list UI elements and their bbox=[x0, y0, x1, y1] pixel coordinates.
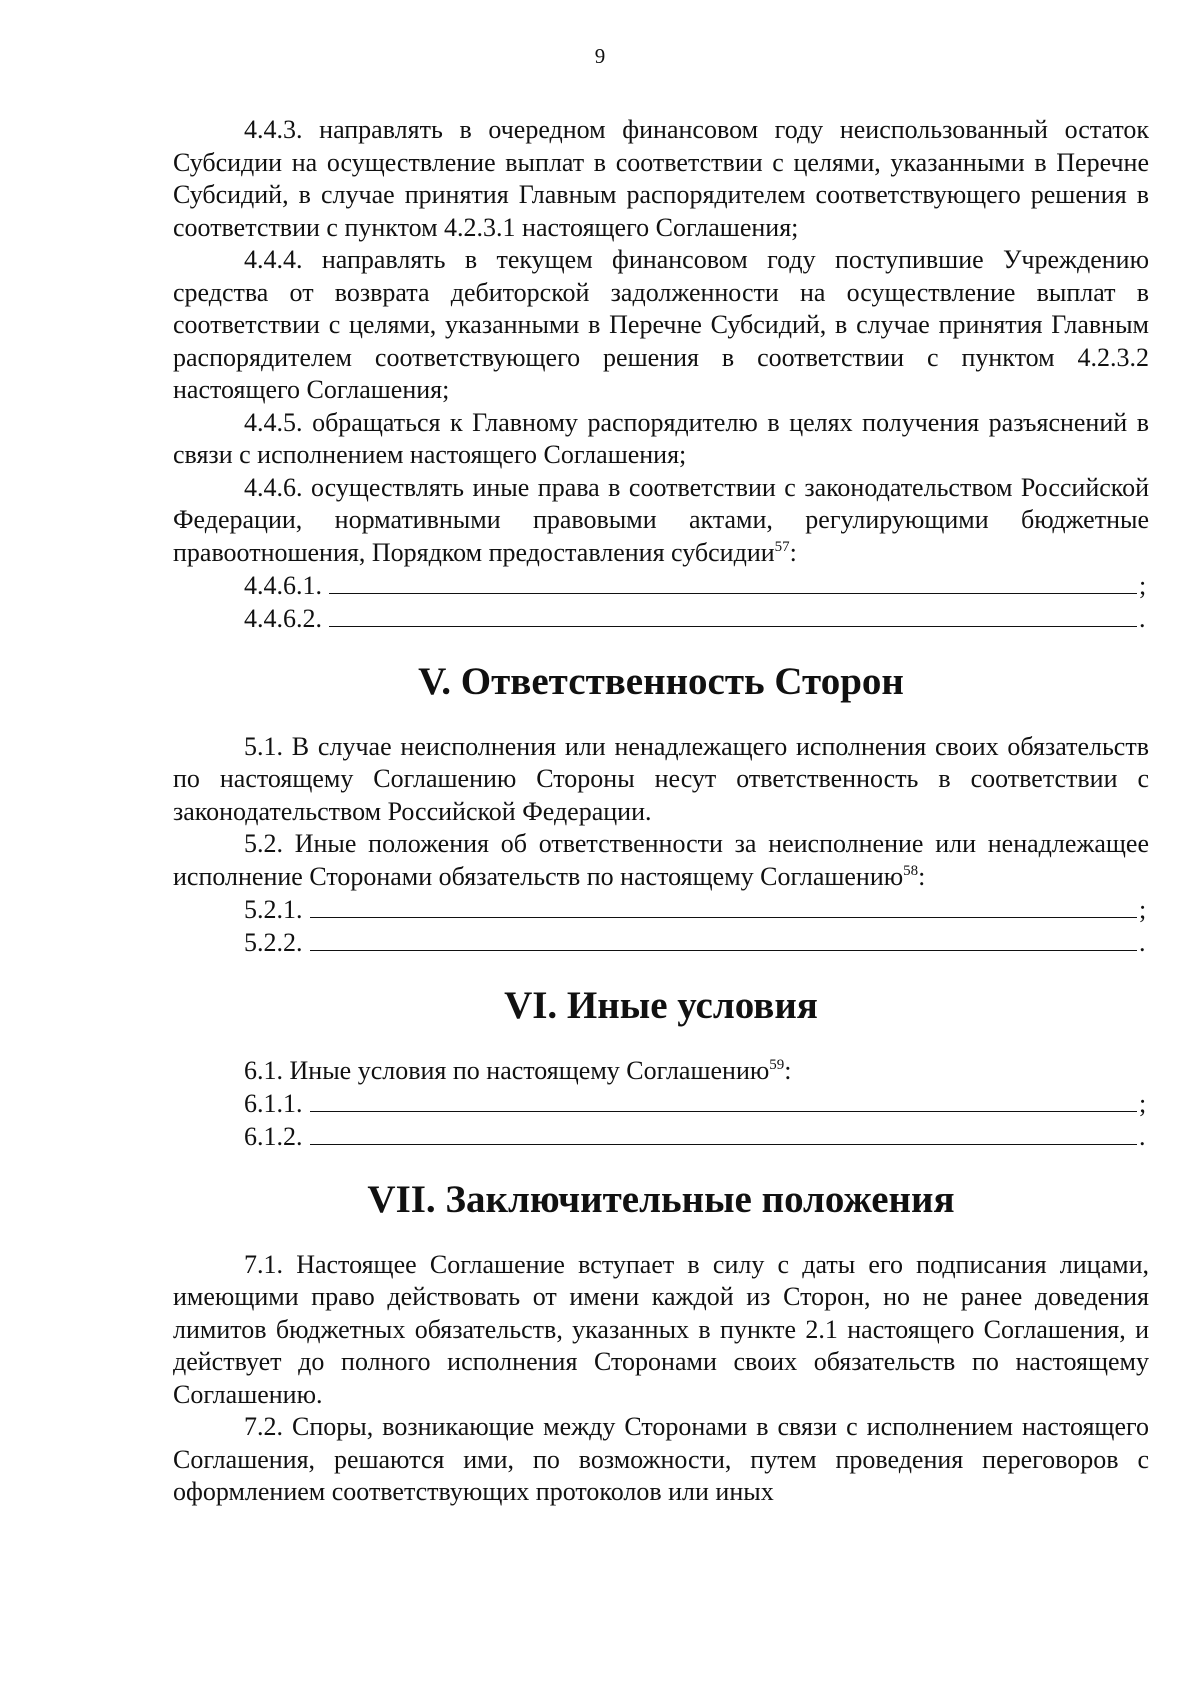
blank-line-end: ; bbox=[1139, 571, 1147, 600]
blank-underline bbox=[329, 602, 1137, 627]
clause-text: Споры, возникающие между Сторонами в связи с исполнением настоящего Соглашения, решаются ими, по возможности, путем проведения переговоров с оформлением соответствующих протоколов или иных bbox=[173, 1412, 1150, 1506]
footnote-ref-59[interactable]: 59 bbox=[769, 1056, 785, 1073]
blank-line-number: 5.2.1. bbox=[244, 895, 303, 924]
clause-number: 4.4.5. bbox=[244, 407, 303, 437]
section-7-heading: VII. Заключительные положения bbox=[367, 1178, 955, 1221]
blank-line-4-4-6-2 bbox=[173, 602, 1149, 635]
clause-tail: : bbox=[918, 861, 926, 891]
blank-underline bbox=[310, 1087, 1138, 1112]
blank-line-end: . bbox=[1139, 927, 1146, 957]
blank-underline bbox=[310, 926, 1138, 951]
footnote-ref-58[interactable]: 58 bbox=[903, 862, 919, 879]
blank-line-number: 5.2.2. bbox=[244, 927, 303, 957]
clause-number: 5.1. bbox=[244, 731, 283, 761]
blank-underline bbox=[310, 893, 1138, 918]
blank-line-6-1-2 bbox=[173, 1120, 1149, 1153]
blank-line-4-4-6-1 bbox=[173, 569, 1149, 602]
blank-line-5-2-2 bbox=[173, 926, 1149, 959]
clause-text: Настоящее Соглашение вступает в силу с даты его подписания лицами, имеющими право действовать от имени каждой из Сторон, но не ранее доведения лимитов бюджетных обязательств, указанных в пункте 2.1 настоящего Соглашения, и действует до полного исполнения Сторонами своих обязательств по настоящему Соглашению. bbox=[173, 1249, 1149, 1409]
clause-number: 6.1. bbox=[244, 1055, 283, 1085]
blank-underline bbox=[310, 1120, 1138, 1145]
clause-5-1 bbox=[173, 731, 1149, 829]
clause-number: 4.4.3. bbox=[244, 115, 303, 144]
blank-line-6-1-1 bbox=[173, 1087, 1149, 1120]
clause-text: осуществлять иные права в соответствии с законодательством Российской Федерации, нормативными правовыми актами, регулирующими бюджетные правоотношения, Порядком предоставления субсидии bbox=[173, 472, 1149, 567]
blank-line-end: ; bbox=[1139, 1089, 1147, 1118]
footnote-ref-57[interactable]: 57 bbox=[774, 538, 790, 555]
clause-number: 4.4.6. bbox=[244, 472, 303, 502]
blank-line-end: ; bbox=[1139, 895, 1147, 924]
blank-line-end: . bbox=[1139, 603, 1146, 633]
blank-line-number: 4.4.6.2. bbox=[244, 603, 322, 633]
page-number: 9 bbox=[594, 44, 606, 68]
clause-tail: : bbox=[789, 537, 797, 567]
clause-number: 7.1. bbox=[244, 1249, 283, 1279]
blank-line-number: 4.4.6.1. bbox=[244, 571, 322, 600]
blank-line-end: . bbox=[1139, 1121, 1146, 1151]
clause-4-4-3 bbox=[173, 114, 1149, 244]
clause-number: 5.2. bbox=[244, 829, 283, 858]
clause-text: В случае неисполнения или ненадлежащего исполнения своих обязательств по настоящему Соглашению Стороны несут ответственность в соответствии с законодательством Российской Федерации. bbox=[173, 731, 1149, 826]
blank-line-number: 6.1.2. bbox=[244, 1121, 303, 1151]
blank-underline bbox=[329, 569, 1137, 594]
document-body bbox=[173, 114, 1149, 1509]
clause-text: направлять в текущем финансовом году поступившие Учреждению средства от возврата дебиторской задолженности на осуществление выплат в соответствии с целями, указанными в Перечне Субсидий, в случае принятия Главным распорядителем соответствующего решения в соответствии с пунктом 4.2.3.2 настоящего Соглашения; bbox=[173, 245, 1150, 404]
clause-text: направлять в очередном финансовом году неиспользованный остаток Субсидии на осуществление выплат в соответствии с целями, указанными в Перечне Субсидий, в случае принятия Главным распорядителем соответствующего решения в соответствии с пунктом 4.2.3.1 настоящего Соглашения; bbox=[173, 115, 1149, 242]
clause-text: Иные положения об ответственности за неисполнение или ненадлежащее исполнение Сторонами обязательств по настоящему Соглашению bbox=[173, 829, 1149, 891]
blank-line-5-2-1 bbox=[173, 893, 1149, 926]
clause-4-4-5 bbox=[173, 407, 1149, 472]
clause-5-2 bbox=[173, 828, 1149, 893]
clause-7-1 bbox=[173, 1249, 1149, 1412]
clause-text: обращаться к Главному распорядителю в целях получения разъяснений в связи с исполнением настоящего Соглашения; bbox=[173, 407, 1150, 469]
clause-number: 4.4.4. bbox=[244, 245, 303, 274]
blank-line-number: 6.1.1. bbox=[244, 1089, 303, 1118]
clause-4-4-6 bbox=[173, 472, 1149, 570]
clause-4-4-4 bbox=[173, 244, 1149, 407]
clause-6-1 bbox=[173, 1055, 1149, 1088]
clause-text: Иные условия по настоящему Соглашению bbox=[289, 1055, 770, 1085]
clause-7-2 bbox=[173, 1411, 1149, 1509]
section-5-heading: V. Ответственность Сторон bbox=[418, 660, 904, 703]
clause-number: 7.2. bbox=[244, 1412, 283, 1441]
section-6-heading: VI. Иные условия bbox=[504, 984, 818, 1027]
clause-tail: : bbox=[784, 1055, 792, 1085]
